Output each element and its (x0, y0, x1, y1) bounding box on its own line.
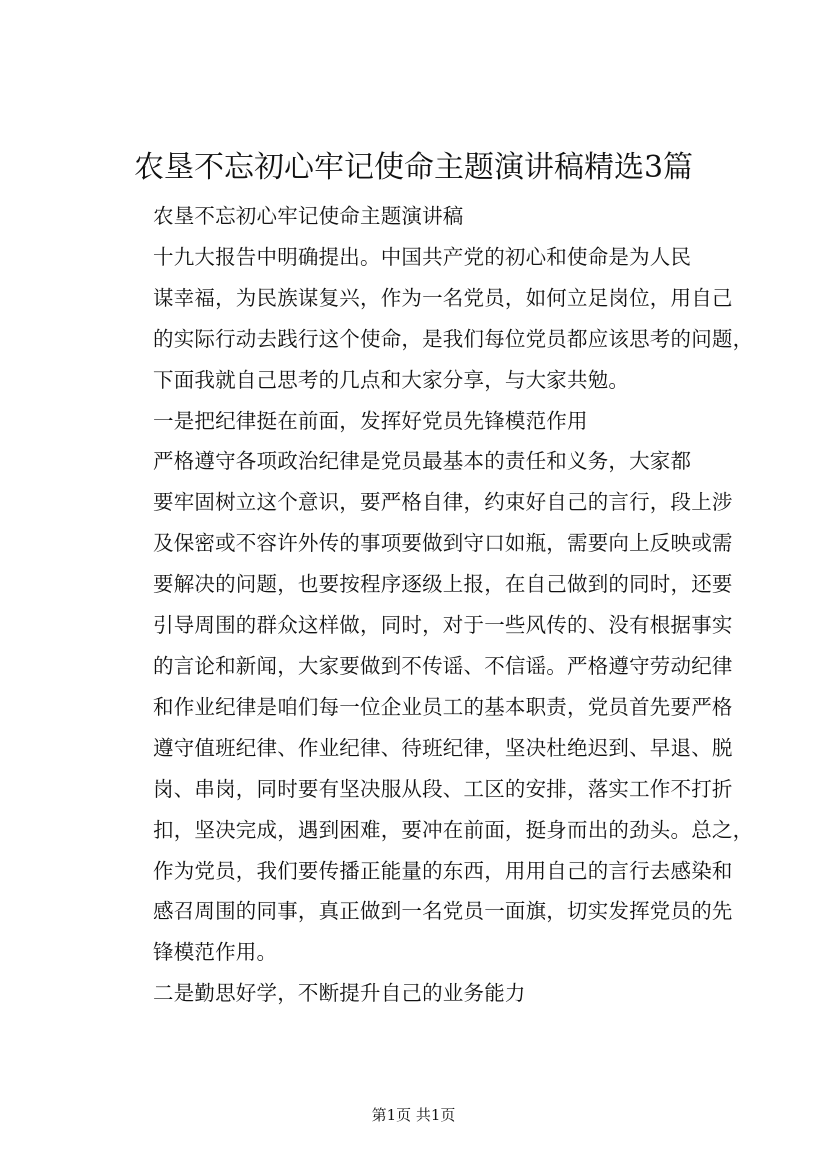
document-subtitle: 农垦不忘初心牢记使命主题演讲稿 (153, 204, 464, 228)
section-1-line-12: 感召周围的同事，真正做到一名党员一面旗，切实发挥党员的先 (153, 899, 733, 924)
section-1-line-2: 要牢固树立这个意识，要严格自律，约束好自己的言行，段上涉 (153, 490, 733, 515)
intro-line-2: 谋幸福，为民族谋复兴，作为一名党员，如何立足岗位，用自己 (153, 285, 733, 310)
section-1-heading: 一是把纪律挺在前面，发挥好党员先锋模范作用 (153, 408, 588, 433)
section-1-line-8: 遵守值班纪律、作业纪律、待班纪律，坚决杜绝迟到、早退、脱 (153, 735, 733, 760)
intro-paragraph (112, 237, 754, 401)
section-1-paragraph (112, 441, 754, 973)
section-1-line-4: 要解决的问题，也要按程序逐级上报，在自己做到的同时，还要 (153, 572, 733, 597)
section-1-line-7: 和作业纪律是咱们每一位企业员工的基本职责，党员首先要严格 (153, 694, 733, 719)
intro-line-4: 下面我就自己思考的几点和大家分享，与大家共勉。 (153, 367, 630, 392)
section-1-line-9: 岗、串岗，同时要有坚决服从段、工区的安排，落实工作不打折 (153, 776, 733, 801)
section-1-line-11: 作为党员，我们要传播正能量的东西，用用自己的言行去感染和 (153, 858, 733, 883)
section-1-line-1: 严格遵守各项政治纪律是党员最基本的责任和义务，大家都 (153, 449, 692, 474)
section-2-heading: 二是勤思好学，不断提升自己的业务能力 (153, 981, 526, 1006)
intro-line-1: 十九大报告中明确提出。中国共产党的初心和使命是为人民 (153, 244, 692, 269)
section-1-line-3: 及保密或不容许外传的事项要做到守口如瓶，需要向上反映或需 (153, 531, 733, 556)
section-1-line-13: 锋模范作用。 (153, 940, 278, 965)
section-1-line-6: 的言论和新闻，大家要做到不传谣、不信谣。严格遵守劳动纪律 (153, 653, 733, 678)
section-1-line-5: 引导周围的群众这样做，同时，对于一些风传的、没有根据事实 (153, 613, 733, 638)
document-title: 农垦不忘初心牢记使命主题演讲稿精选3篇 (133, 150, 694, 185)
page-footer: 第1页 共1页 (371, 1106, 456, 1124)
section-1-line-10: 扣，坚决完成，遇到困难，要冲在前面，挺身而出的劲头。总之， (153, 817, 754, 842)
document-body (112, 196, 754, 1014)
intro-line-3: 的实际行动去践行这个使命，是我们每位党员都应该思考的问题， (153, 326, 754, 351)
